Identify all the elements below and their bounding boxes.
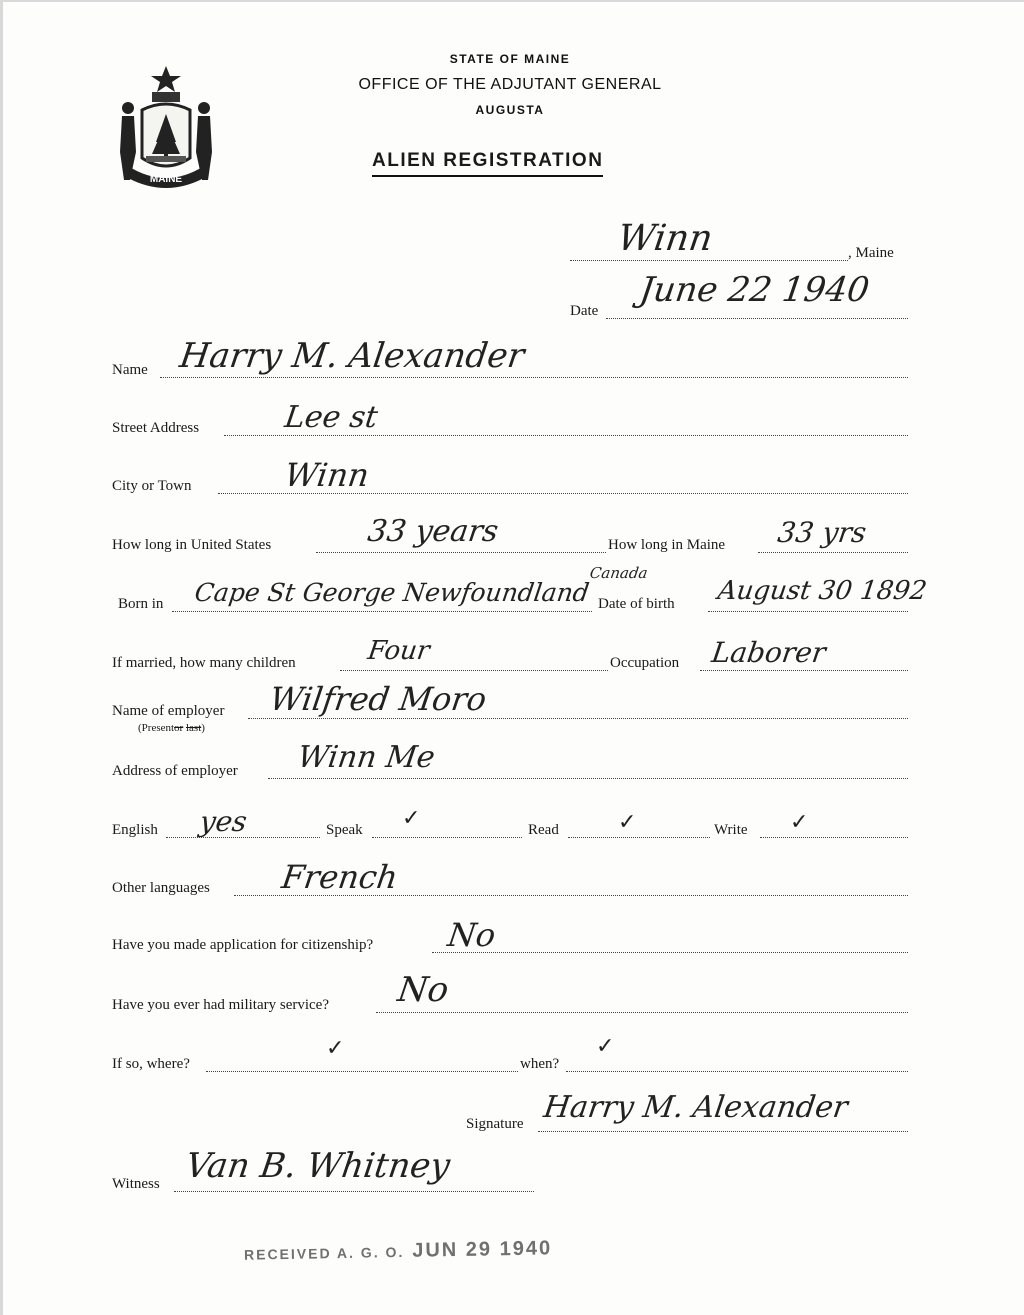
stamp-prefix: RECEIVED A. G. O. <box>243 1243 405 1263</box>
maine-label: , Maine <box>848 245 894 261</box>
page-edge-top <box>0 0 1024 2</box>
town-line <box>570 260 848 261</box>
seal-text: MAINE <box>149 174 183 185</box>
how-long-us-value: 33 years <box>365 514 501 549</box>
born-in-note: Canada <box>588 564 649 582</box>
employer-address-label: Address of employer <box>112 763 238 779</box>
date-line <box>606 318 908 319</box>
witness-label: Witness <box>112 1176 160 1192</box>
signature-label: Signature <box>466 1116 524 1132</box>
street-label: Street Address <box>112 420 200 436</box>
employer-name-value: Wilfred Moro <box>267 680 489 718</box>
citizenship-value: No <box>445 916 498 954</box>
occupation-value: Laborer <box>709 636 828 669</box>
military-line <box>376 1012 908 1013</box>
other-languages-label: Other languages <box>112 880 210 896</box>
town-value: Winn <box>615 218 716 259</box>
employer-note-present: (Present <box>138 722 175 734</box>
office-heading: OFFICE OF THE ADJUTANT GENERAL <box>358 76 662 93</box>
born-in-label: Born in <box>118 596 164 612</box>
read-checkmark-icon: ✓ <box>618 810 637 835</box>
form-title: ALIEN REGISTRATION <box>372 150 603 177</box>
street-line <box>224 435 908 436</box>
occupation-label: Occupation <box>610 655 680 671</box>
employer-address-value: Winn Me <box>295 740 438 775</box>
write-line <box>760 837 908 838</box>
when-label: when? <box>520 1056 560 1072</box>
street-value: Lee st <box>282 400 380 435</box>
name-value: Harry M. Alexander <box>177 336 527 376</box>
city-value: Winn <box>282 456 372 494</box>
if-so-where-label: If so, where? <box>112 1056 190 1072</box>
signature-value: Harry M. Alexander <box>541 1090 850 1125</box>
citizenship-line <box>432 952 908 953</box>
speak-line <box>372 837 522 838</box>
military-value: No <box>395 970 452 1010</box>
city-label: City or Town <box>112 478 192 494</box>
write-label: Write <box>714 822 748 838</box>
born-in-value: Cape St George Newfoundland <box>192 578 592 607</box>
witness-value: Van B. Whitney <box>183 1146 453 1186</box>
employer-note-or: or <box>174 722 184 734</box>
page-edge-left <box>0 0 3 1315</box>
name-line <box>160 377 908 378</box>
state-seal-icon <box>112 62 220 190</box>
how-long-maine-label: How long in Maine <box>608 537 726 553</box>
read-line <box>568 837 710 838</box>
stamp-date: JUN 29 1940 <box>412 1237 553 1262</box>
employer-note-last: last <box>185 722 202 734</box>
state-heading: STATE OF MAINE <box>449 52 571 66</box>
employer-name-note <box>138 722 205 734</box>
received-stamp <box>244 1237 553 1265</box>
where-line <box>206 1071 518 1072</box>
children-value: Four <box>365 636 432 666</box>
employer-name-line <box>248 718 908 719</box>
date-of-birth-line <box>708 611 908 612</box>
born-in-line <box>172 611 592 612</box>
when-checkmark-icon: ✓ <box>596 1034 615 1059</box>
children-label: If married, how many children <box>112 655 296 671</box>
employer-note-close: ) <box>201 722 205 734</box>
children-line <box>340 670 608 671</box>
how-long-maine-line <box>758 552 908 553</box>
name-label: Name <box>112 362 148 378</box>
date-label: Date <box>570 303 599 319</box>
english-label: English <box>112 822 158 838</box>
when-line <box>566 1071 908 1072</box>
how-long-us-label: How long in United States <box>112 537 272 553</box>
witness-line <box>174 1191 534 1192</box>
city-heading: AUGUSTA <box>475 103 545 117</box>
read-label: Read <box>528 822 559 838</box>
signature-line <box>538 1131 908 1132</box>
citizenship-label: Have you made application for citizenship? <box>112 937 374 953</box>
write-checkmark-icon: ✓ <box>790 810 809 835</box>
where-checkmark-icon: ✓ <box>326 1036 345 1061</box>
english-value: yes <box>197 805 250 838</box>
date-of-birth-value: August 30 1892 <box>715 576 929 606</box>
date-of-birth-label: Date of birth <box>598 596 675 612</box>
speak-checkmark-icon: ✓ <box>402 806 421 831</box>
how-long-maine-value: 33 yrs <box>775 516 869 549</box>
date-value: June 22 1940 <box>637 270 872 310</box>
employer-name-label: Name of employer <box>112 703 225 719</box>
military-label: Have you ever had military service? <box>112 997 329 1013</box>
occupation-line <box>700 670 908 671</box>
employer-address-line <box>268 778 908 779</box>
other-languages-value: French <box>279 858 401 896</box>
speak-label: Speak <box>326 822 363 838</box>
how-long-us-line <box>316 552 606 553</box>
